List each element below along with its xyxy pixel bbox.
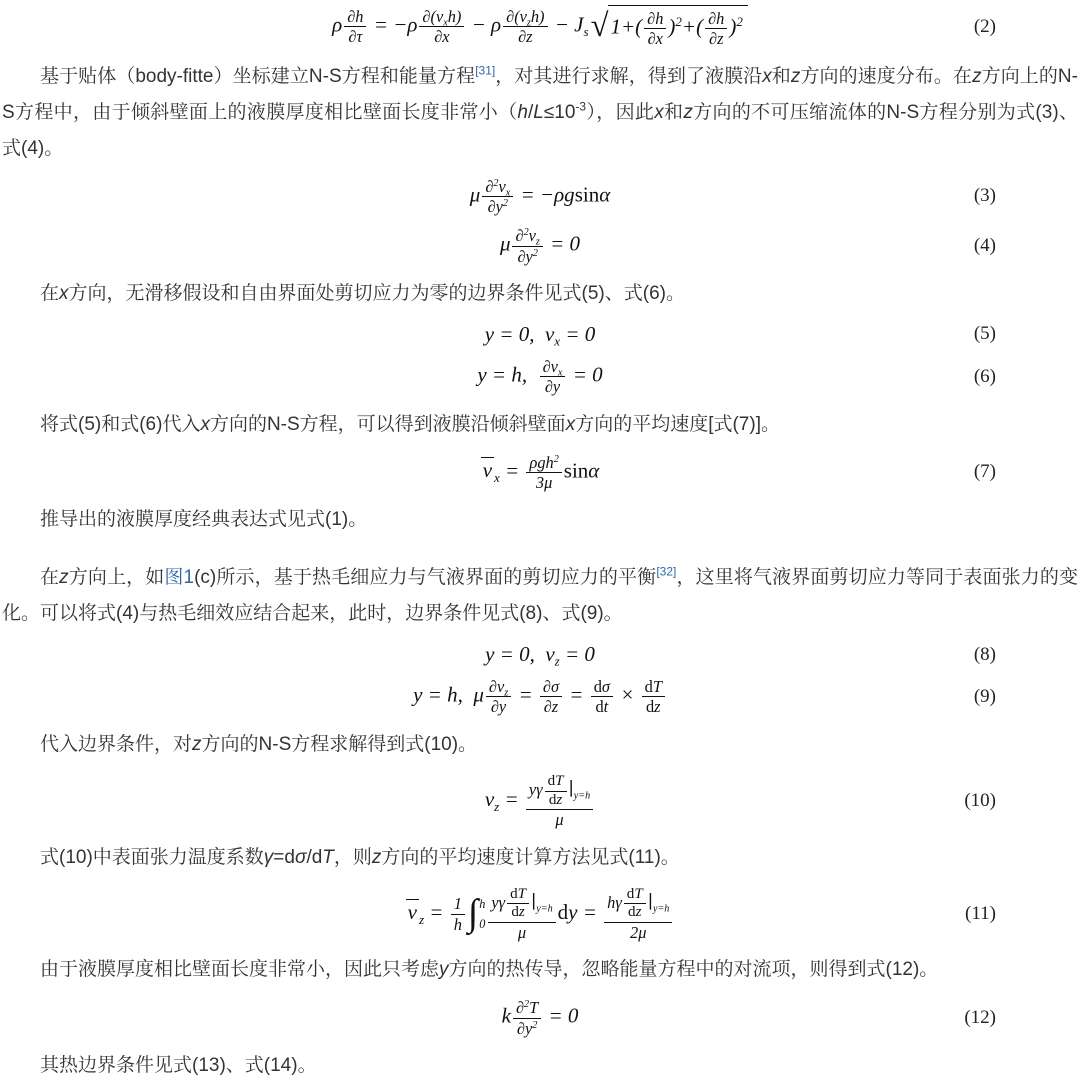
equation-2: ρ $\frac{\partial h}{\partial\tau}$ = −ρ $\frac{\partial(v_xh)}{\partial x}$ − ρ $\frac{\partial(v_zh)}{\partial z}$ − $J_s$ √ 1+( $\frac{\partial h}{\partial x}$ )$^2$+( $\frac{\partial h}{\partial z}$ )$^2$ bbox=[332, 5, 748, 49]
paragraph-energy-equation bbox=[2, 952, 1078, 988]
text-run: x bbox=[59, 282, 69, 304]
text-run: 方向上的N-S方程中，由于倾斜壁面上的液膜厚度相比壁面长度非常小（ bbox=[2, 65, 1078, 123]
figure-1-link[interactable]: 图1 bbox=[164, 567, 195, 589]
text-run: ≤10 bbox=[543, 101, 576, 123]
paragraph-cutoff bbox=[2, 1048, 1078, 1084]
equation-11: v $_z$ = $\frac{1}{h}$ ∫ h 0 yγ $\frac{dT}{dz}$ $∣_{y=h}$ μ dy = hγ $\frac{dT}{dz}$ $∣_{y=h}$ 2μ bbox=[406, 886, 675, 943]
equation-2-row bbox=[2, 0, 1078, 54]
text-run: 方向的N-S方程，可以得到液膜沿倾斜壁面 bbox=[209, 413, 566, 435]
equation-3-row bbox=[2, 172, 1078, 222]
equation-12-number: (12) bbox=[964, 1007, 996, 1029]
text-run: 和 bbox=[771, 65, 791, 87]
text-run: ，则 bbox=[333, 846, 372, 868]
equation-6: y = h, $\frac{\partial v_x}{\partial y}$ = 0 bbox=[477, 356, 603, 397]
paragraph-ns-setup bbox=[2, 59, 1078, 167]
equation-5-row bbox=[2, 317, 1078, 352]
paragraph-mean-velocity-x bbox=[2, 407, 1078, 443]
text-run: 方向的热传导，忽略能量方程中的对流项，则得到式(12)。 bbox=[448, 959, 939, 981]
equation-7-row bbox=[2, 448, 1078, 498]
text-run: ，对其进行求解，得到了液膜沿 bbox=[495, 65, 763, 87]
equation-5: y = 0, $v_x = 0$ bbox=[484, 321, 596, 349]
text-run: 方向的平均速度计算方法见式(11)。 bbox=[381, 846, 680, 868]
equation-11-row bbox=[2, 881, 1078, 948]
text-run: y bbox=[439, 959, 449, 981]
text-run: z bbox=[972, 65, 982, 87]
text-run: 方向的平均速度[式(7)]。 bbox=[575, 413, 780, 435]
text-run: 式(10)中表面张力温度系数 bbox=[40, 846, 264, 868]
text-run: / bbox=[528, 101, 534, 123]
equation-4-row bbox=[2, 221, 1078, 271]
text-run: 在 bbox=[40, 567, 60, 589]
text-run: 代入边界条件，对 bbox=[40, 733, 193, 755]
equation-9-row bbox=[2, 672, 1078, 722]
paragraph-solve-z bbox=[2, 727, 1078, 763]
paragraph-classic-expression bbox=[2, 502, 1078, 538]
equation-12: k $\frac{\partial^2T}{\partial y^2}$ = 0 bbox=[501, 998, 579, 1038]
equation-3: μ $\frac{\partial^2v_x}{\partial y^2}$ = −ρgsinα bbox=[469, 176, 611, 216]
equation-10-row bbox=[2, 768, 1078, 835]
equation-8-number: (8) bbox=[973, 643, 996, 665]
text-run: x bbox=[565, 413, 576, 435]
text-run: 和 bbox=[663, 101, 684, 123]
equation-7: v $_x$ = $\frac{\rho gh^2}{3\mu}$ sinα bbox=[482, 452, 600, 492]
equation-5-number: (5) bbox=[973, 323, 996, 345]
text-run: x bbox=[762, 65, 772, 87]
text-run: 基于贴体（body-fitte）坐标建立N-S方程和能量方程 bbox=[40, 65, 476, 87]
text-run: 方向的不可压缩流体的N-S方程分别为式(3)、式(4)。 bbox=[2, 101, 1078, 159]
text-run: 其热边界条件见式(13)、式(14)。 bbox=[40, 1055, 317, 1077]
text-run: ，这里将气液界面剪切应力等同于表面张力的变化。可以将式(4)与热毛细效应结合起来，此时，边界条件见式(8)、式(9)。 bbox=[2, 567, 1078, 625]
text-run: 方向上，如 bbox=[68, 567, 165, 589]
equation-12-row bbox=[2, 993, 1078, 1043]
paragraph-x-boundary bbox=[2, 276, 1078, 312]
equation-8: y = 0, $v_z = 0$ bbox=[485, 642, 595, 669]
text-run: T bbox=[322, 846, 334, 868]
equation-4-number: (4) bbox=[973, 235, 996, 257]
text-run: 推导出的液膜厚度经典表达式见式(1)。 bbox=[40, 509, 368, 531]
equation-9: y = h, μ $\frac{\partial v_z}{\partial y}$ = $\frac{\partial\sigma}{\partial z}$ = $\frac{d\sigma}{dt}$ × $\frac{dT}{dz}$ bbox=[413, 677, 667, 717]
equation-10: $v_z$ = yγ $\frac{dT}{dz}$ $∣_{y=h}$ μ bbox=[485, 773, 595, 830]
text-run: 方向的速度分布。在 bbox=[800, 65, 973, 87]
equation-10-number: (10) bbox=[964, 790, 996, 812]
equation-6-number: (6) bbox=[973, 365, 996, 387]
equation-4: μ $\frac{\partial^2v_z}{\partial y^2}$ = 0 bbox=[499, 226, 581, 266]
text-run: ），因此 bbox=[586, 101, 655, 123]
text-run: γ bbox=[263, 846, 274, 868]
text-run: h bbox=[517, 101, 528, 123]
text-run: z bbox=[371, 846, 382, 868]
equation-6-row bbox=[2, 352, 1078, 402]
equation-3-number: (3) bbox=[973, 185, 996, 207]
text-run: 由于液膜厚度相比壁面长度非常小，因此只考虑 bbox=[40, 959, 440, 981]
equation-2-number: (2) bbox=[973, 15, 996, 37]
text-run: (c)所示，基于热毛细应力与气液界面的剪切应力的平衡 bbox=[194, 567, 657, 589]
text-run: 将式(5)和式(6)代入 bbox=[40, 413, 201, 435]
citation-32-link[interactable]: [32] bbox=[656, 564, 677, 579]
text-run: 方向的N-S方程求解得到式(10)。 bbox=[201, 733, 478, 755]
text-run: z bbox=[192, 733, 202, 755]
text-run: x bbox=[200, 413, 210, 435]
text-run: L bbox=[533, 101, 544, 123]
text-run: =d bbox=[273, 846, 295, 868]
text-run: σ bbox=[294, 846, 307, 868]
cutoff-line-container bbox=[2, 1048, 1078, 1077]
text-run: -3 bbox=[575, 99, 587, 114]
equation-7-number: (7) bbox=[973, 461, 996, 483]
text-run: z bbox=[683, 101, 693, 123]
equation-8-row bbox=[2, 637, 1078, 672]
text-run: 在 bbox=[40, 282, 60, 304]
text-run: z bbox=[59, 567, 69, 589]
paragraph-surface-tension-coefficient bbox=[2, 840, 1078, 876]
equation-9-number: (9) bbox=[973, 685, 996, 707]
citation-31-link[interactable]: [31] bbox=[475, 63, 496, 78]
text-run: 方向，无滑移假设和自由界面处剪切应力为零的边界条件见式(5)、式(6)。 bbox=[68, 282, 685, 304]
equation-11-number: (11) bbox=[965, 903, 996, 925]
text-run: /d bbox=[306, 846, 323, 868]
text-run: z bbox=[790, 65, 801, 87]
paragraph-z-direction bbox=[2, 560, 1078, 632]
text-run: x bbox=[654, 101, 664, 123]
